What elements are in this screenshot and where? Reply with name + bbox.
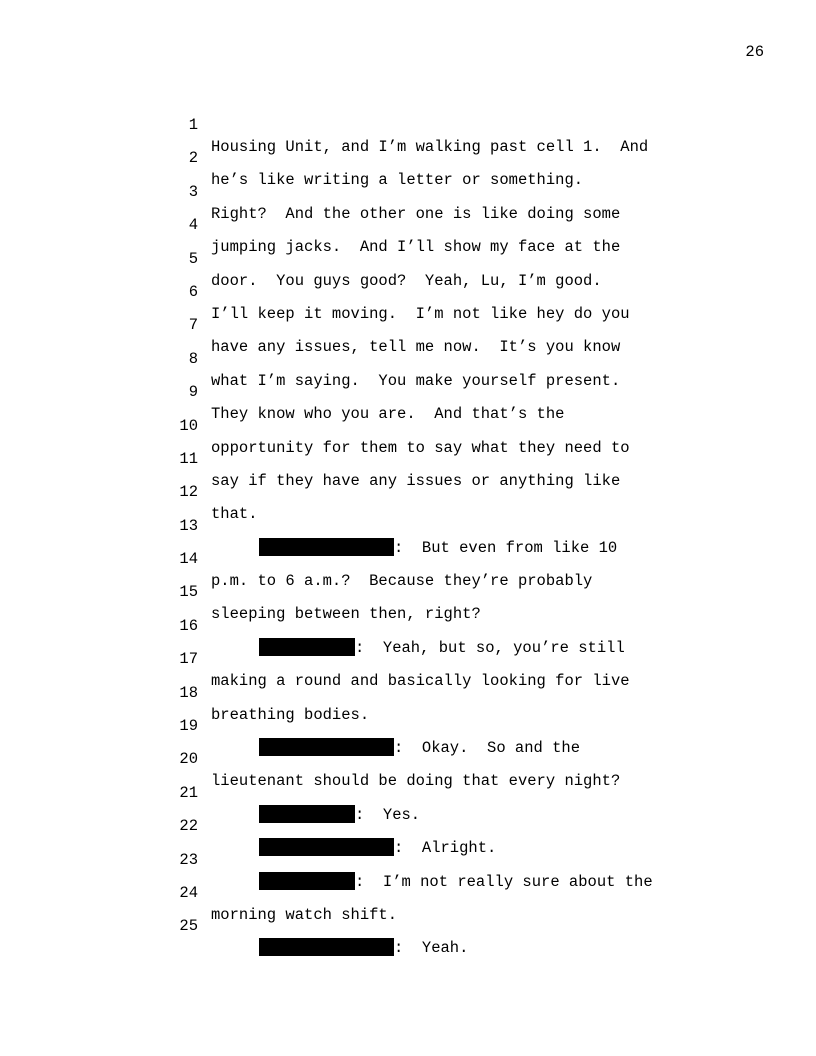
line-text: Right? And the other one is like doing some — [211, 204, 621, 223]
transcript-line — [0, 793, 816, 858]
line-text: jumping jacks. And I’ll show my face at the — [211, 238, 621, 257]
line-text: : Yeah, but so, you’re still — [355, 638, 625, 657]
transcript-line — [0, 259, 816, 323]
transcript-line — [0, 760, 816, 824]
transcript-line — [0, 292, 816, 357]
line-number: 2 — [188, 149, 198, 168]
transcript-line — [0, 125, 816, 190]
transcript-line — [0, 459, 816, 524]
transcript-line — [0, 827, 816, 891]
line-text: I’ll keep it moving. I’m not like hey do you — [211, 304, 630, 323]
line-text: door. You guys good? Yeah, Lu, I’m good. — [211, 271, 602, 290]
line-number: 25 — [179, 917, 198, 936]
line-text: : Okay. So and the — [394, 739, 581, 758]
line-text: : But even from like 10 — [394, 538, 618, 557]
transcript-line — [0, 159, 816, 223]
line-text: : Yeah. — [394, 939, 469, 958]
transcript-line — [0, 626, 816, 691]
line-text: : I’m not really sure about the — [355, 872, 653, 891]
line-number: 5 — [188, 249, 198, 268]
line-text: p.m. to 6 a.m.? Because they’re probably — [211, 572, 593, 591]
line-number: 21 — [179, 783, 198, 802]
line-number: 19 — [179, 717, 198, 736]
transcript-line — [0, 92, 816, 156]
transcript-line — [0, 426, 816, 490]
line-text: that. — [211, 505, 258, 524]
line-text: making a round and basically looking for live — [211, 672, 630, 691]
line-number: 12 — [179, 483, 198, 502]
transcript-line — [0, 726, 816, 791]
line-number: 18 — [179, 683, 198, 702]
transcript-line — [0, 526, 816, 591]
transcript-line — [0, 893, 816, 958]
transcript-line — [0, 693, 816, 758]
line-number: 10 — [179, 416, 198, 435]
transcript-line — [0, 326, 816, 390]
line-number: 3 — [188, 182, 198, 201]
line-number: 22 — [179, 817, 198, 836]
line-number: 15 — [179, 583, 198, 602]
line-number: 23 — [179, 850, 198, 869]
line-number: 17 — [179, 650, 198, 669]
line-text: have any issues, tell me now. It’s you know — [211, 338, 621, 357]
transcript-line — [0, 860, 816, 924]
line-number: 11 — [179, 449, 198, 468]
line-number: 16 — [179, 616, 198, 635]
line-text: They know who you are. And that’s the — [211, 405, 565, 424]
line-number: 9 — [188, 383, 198, 402]
line-number: 6 — [188, 282, 198, 301]
line-number: 7 — [188, 316, 198, 335]
transcript-line — [0, 393, 816, 457]
line-number: 8 — [188, 349, 198, 368]
line-text: lieutenant should be doing that every night? — [211, 772, 621, 791]
line-text: sleeping between then, right? — [211, 605, 481, 624]
line-text: morning watch shift. — [211, 905, 398, 924]
transcript-line — [0, 593, 816, 657]
page-number: 26 — [745, 43, 764, 61]
line-text: breathing bodies. — [211, 705, 370, 724]
line-number: 1 — [188, 116, 198, 134]
transcript-body — [0, 92, 816, 958]
line-number: 13 — [179, 516, 198, 535]
transcript-line — [0, 660, 816, 724]
transcript-line — [0, 359, 816, 424]
redacted-speaker-name — [259, 938, 394, 956]
speaker-line — [259, 937, 468, 959]
line-text: he’s like writing a letter or something. — [211, 171, 584, 190]
line-text: : Alright. — [394, 839, 497, 858]
line-number: 24 — [179, 883, 198, 902]
transcript-line — [0, 559, 816, 624]
line-text: : Yes. — [355, 805, 421, 824]
transcript-line — [0, 493, 816, 557]
line-text: say if they have any issues or anything like — [211, 471, 621, 490]
line-text: Housing Unit, and I’m walking past cell 1. And — [211, 138, 649, 156]
line-number: 14 — [179, 550, 198, 569]
line-text: what I’m saying. You make yourself present. — [211, 371, 621, 390]
transcript-line — [0, 192, 816, 257]
transcript-line — [0, 226, 816, 290]
line-number: 20 — [179, 750, 198, 769]
line-text: opportunity for them to say what they need to — [211, 438, 630, 457]
line-number: 4 — [188, 216, 198, 235]
